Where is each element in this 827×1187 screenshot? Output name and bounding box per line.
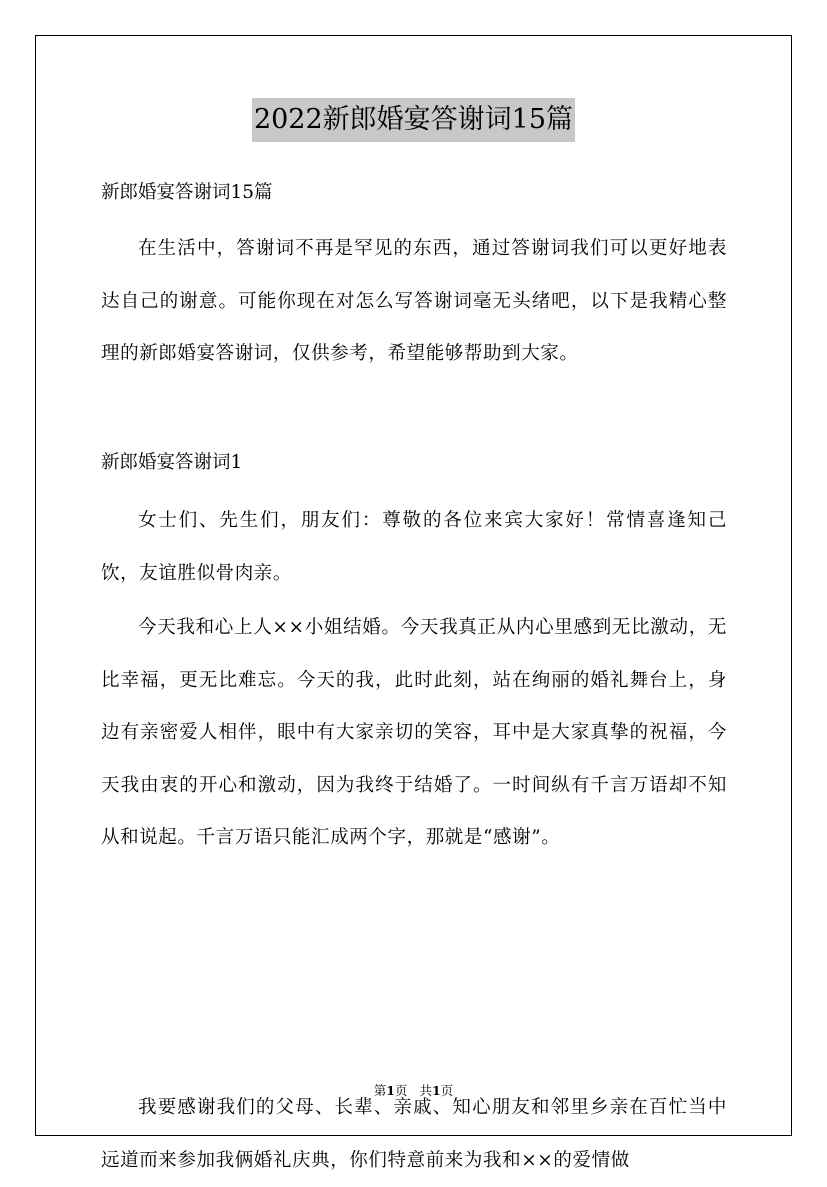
page-prefix: 第 <box>373 1083 387 1098</box>
document-title: 2022新郎婚宴答谢词15篇 <box>252 98 575 142</box>
page-current: 1 <box>386 1083 395 1098</box>
document-subtitle: 新郎婚宴答谢词15篇 <box>101 182 273 203</box>
body-paragraph-2: 今天我和心上人××小姐结婚。今天我真正从内心里感到无比激动，无比幸福，更无比难忘。今天的我，此时此刻，站在绚丽的婚礼舞台上，身边有亲密爱人相伴，眼中有大家亲切的笑容，耳中是大家真挚的祝福，今天我由衷的开心和激动，因为我终于结婚了。一时间纵有千言万语却不知从和说起。千言万语只能汇成两个字，那就是“感谢”。 <box>101 617 727 848</box>
body-paragraph-1: 女士们、先生们，朋友们：尊敬的各位来宾大家好！常情喜逢知己饮，友谊胜似骨肉亲。 <box>101 510 727 584</box>
page-total: 1 <box>432 1083 441 1098</box>
title-container <box>0 98 827 142</box>
page-footer <box>0 1082 827 1100</box>
page-suffix: 页 <box>394 1083 408 1098</box>
total-prefix: 共 <box>419 1083 433 1098</box>
section-heading: 新郎婚宴答谢词1 <box>101 452 243 473</box>
body-paragraph-3: 我要感谢我们的父母、长辈、亲戚、知心朋友和邻里乡亲在百忙当中远道而来参加我俩婚礼庆典，你们特意前来为我和××的爱情做 <box>101 1097 727 1171</box>
intro-paragraph: 在生活中，答谢词不再是罕见的东西，通过答谢词我们可以更好地表达自己的谢意。可能你现在对怎么写答谢词毫无头绪吧，以下是我精心整理的新郎婚宴答谢词，仅供参考，希望能够帮助到大家。 <box>101 238 727 364</box>
total-suffix: 页 <box>440 1083 454 1098</box>
